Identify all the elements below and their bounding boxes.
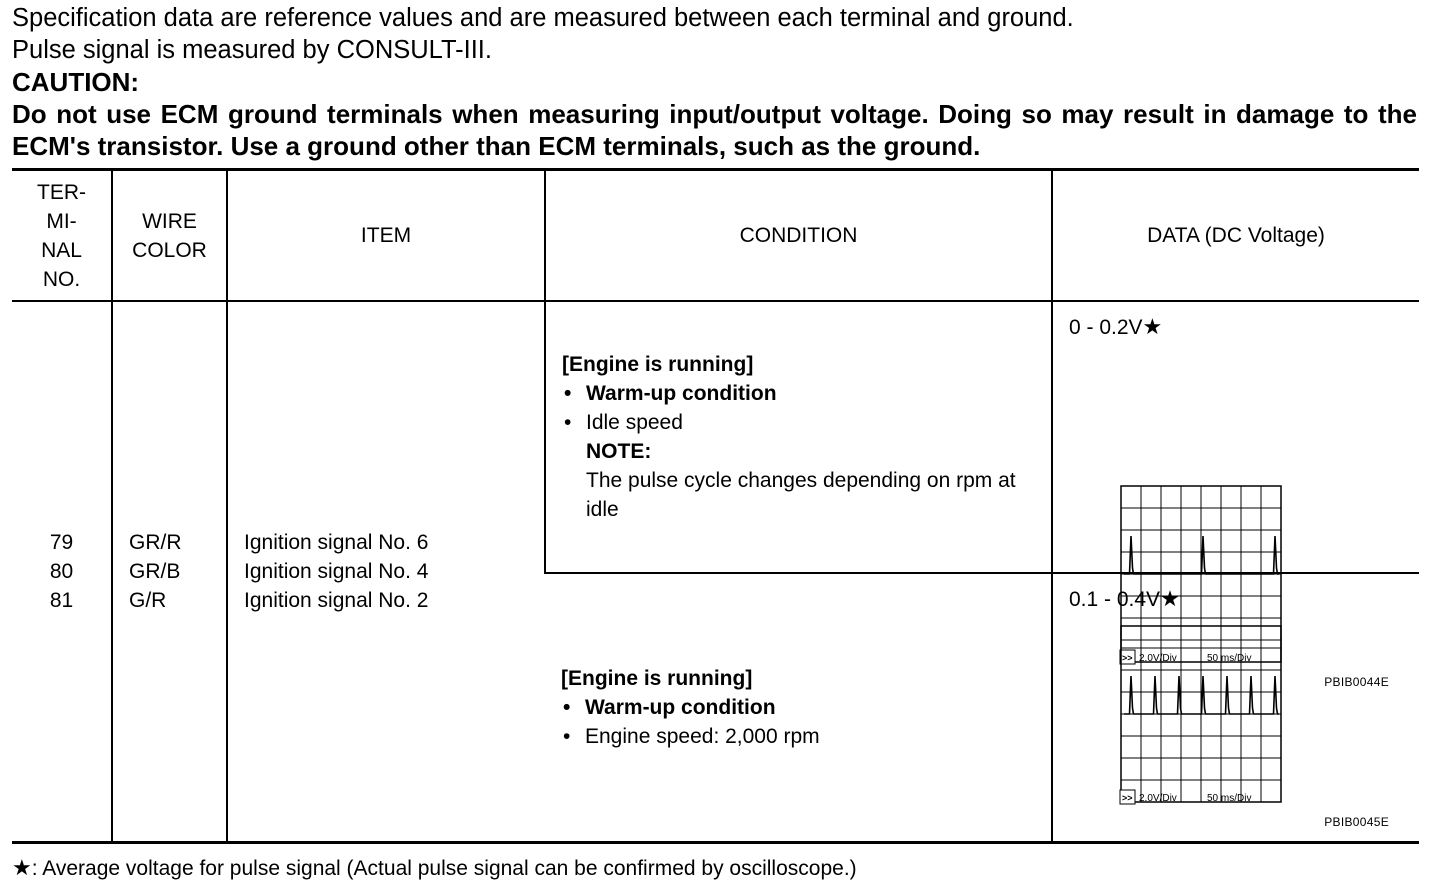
header-item: ITEM	[227, 170, 545, 302]
terminal-spec-table	[12, 168, 1419, 844]
wire-color: GR/B	[129, 560, 181, 583]
terminal-no: 81	[49, 589, 74, 612]
condition-bullet: • Warm-up condition	[562, 379, 1051, 408]
condition-2000rpm-cell	[545, 573, 1052, 843]
condition-bullet: • Engine speed: 2,000 rpm	[561, 722, 1051, 751]
terminal-no: 80	[49, 560, 74, 583]
note-text: The pulse cycle changes depending on rpm at idle	[586, 469, 1016, 521]
condition-bullet: • Warm-up condition	[561, 693, 1051, 722]
header-wire-color: WIRE COLOR	[112, 170, 227, 302]
pulse-note-line: Pulse signal is measured by CONSULT-III.	[12, 36, 492, 64]
oscilloscope-2000rpm	[1119, 624, 1285, 806]
wire-color: GR/R	[129, 531, 182, 554]
scope-marker: >>	[1122, 653, 1133, 663]
scope-time-scale: 50 ms/Div	[1207, 653, 1252, 664]
caution-text: Do not use ECM ground terminals when measuring input/output voltage. Doing so may result in damage to the ECM's transistor. Use a ground other than ECM terminals, such as the ground.	[12, 99, 1417, 161]
caution-title: CAUTION:	[12, 67, 140, 97]
data-2000rpm-cell	[1052, 573, 1419, 843]
figure-code: PBIB0044E	[1324, 675, 1389, 689]
condition-bullet: • Idle speed	[562, 408, 1051, 437]
terminal-numbers-cell	[12, 301, 112, 843]
scope-time-scale: 50 ms/Div	[1207, 793, 1252, 804]
condition-state: [Engine is running]	[562, 353, 754, 376]
header-condition: CONDITION	[545, 170, 1052, 302]
intro-section	[12, 2, 1432, 162]
wire-color: G/R	[129, 589, 167, 612]
black-star-icon: ★	[1160, 586, 1180, 611]
terminal-no: 79	[49, 531, 74, 554]
black-star-icon: ★	[12, 855, 32, 880]
item-name: Ignition signal No. 2	[244, 589, 429, 612]
voltage-value: 0 - 0.2V★	[1069, 314, 1163, 339]
header-data: DATA (DC Voltage)	[1052, 170, 1419, 302]
wire-colors-cell	[112, 301, 227, 843]
condition-idle-cell	[545, 301, 1052, 573]
scope-marker: >>	[1122, 793, 1133, 803]
voltage-value: 0.1 - 0.4V★	[1069, 586, 1180, 611]
note-title: NOTE:	[586, 440, 652, 463]
black-star-icon: ★	[1142, 314, 1163, 339]
item-name: Ignition signal No. 4	[244, 560, 429, 583]
figure-code: PBIB0045E	[1324, 815, 1389, 829]
spec-note-line: Specification data are reference values and are measured between each terminal and ground.	[12, 4, 1074, 32]
footnote-text: : Average voltage for pulse signal (Actual pulse signal can be confirmed by oscilloscope.)	[31, 857, 857, 880]
condition-state: [Engine is running]	[561, 667, 753, 690]
header-terminal-no: TER- MI- NAL NO.	[12, 170, 112, 302]
items-cell	[227, 301, 545, 843]
scope-volt-scale: 2.0V/Div	[1139, 653, 1177, 664]
footnote	[12, 855, 857, 881]
item-name: Ignition signal No. 6	[244, 531, 429, 554]
scope-volt-scale: 2.0V/Div	[1139, 793, 1177, 804]
